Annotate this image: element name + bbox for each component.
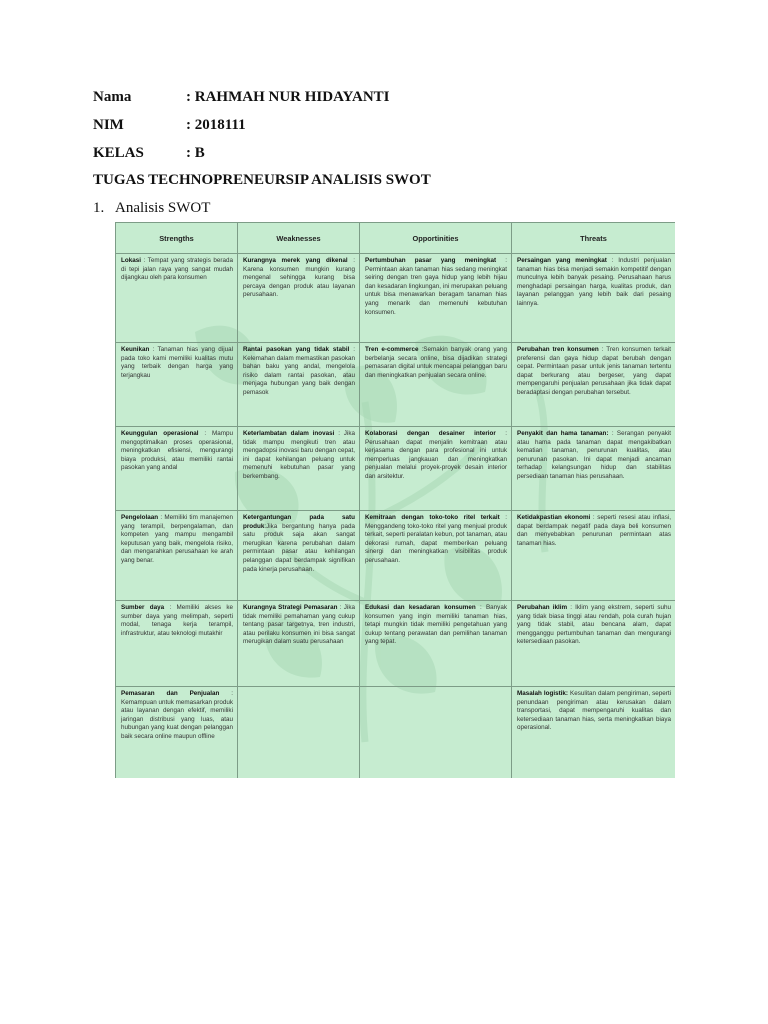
threat-cell xyxy=(512,687,676,779)
opportunity-cell xyxy=(360,511,512,601)
cell-term: Sumber daya xyxy=(121,604,165,611)
cell-term: Pemasaran dan Penjualan xyxy=(121,690,220,697)
opportunity-cell xyxy=(360,687,512,779)
header-threats: Threats xyxy=(512,223,676,254)
strength-cell xyxy=(116,511,238,601)
threat-cell xyxy=(512,601,676,687)
strength-cell xyxy=(116,343,238,427)
strength-cell xyxy=(116,601,238,687)
threat-cell xyxy=(512,511,676,601)
cell-desc: :Semakin banyak orang yang berbelanja secara online, bisa dijadikan strategi pemasaran digital untuk mencapai pelanggan baru dan meningkatkan penjualan secara online. xyxy=(365,346,508,379)
cell-term: Perubahan iklim xyxy=(517,604,568,611)
cell-desc: : Iklim yang ekstrem, seperti suhu yang tidak biasa tinggi atau rendah, pola curah hujan yang tidak stabil, atau bencana alam, dapat mengganggu pertumbuhan tanaman dan mengurangi ketersediaan pasokan. xyxy=(517,604,671,646)
cell-term: Lokasi xyxy=(121,257,141,264)
cell-desc: : Industri penjualan tanaman hias bisa menjadi semakin kompetitif dengan munculnya lebih banyak pesaing. Perusahaan harus menghadapi persaingan harga, kualitas produk, dan layanan pelanggan yang lebih baik dari pesaing lainnya. xyxy=(517,257,671,307)
cell-term: Rantai pasokan yang tidak stabil xyxy=(243,346,350,353)
name-label: Nama xyxy=(93,89,132,105)
table-row xyxy=(116,254,676,343)
weakness-cell xyxy=(238,687,360,779)
cell-term: Ketergantungan pada satu produk xyxy=(243,514,355,530)
kelas-value: : B xyxy=(186,145,205,161)
cell-term: Masalah logistik: xyxy=(517,690,569,697)
cell-desc: : Jika tidak mampu mengikuti tren atau mengadopsi inovasi baru dengan cepat, ini dapat kehilangan peluang untuk memenuhi kebutuhan pasar yang berkembang. xyxy=(243,430,355,480)
swot-header-row xyxy=(116,223,676,254)
cell-desc: : Memiliki akses ke sumber daya yang melimpah, seperti modal, tenaga kerja terampil, infrastruktur, atau teknologi mutakhir xyxy=(121,604,233,637)
opportunity-cell xyxy=(360,427,512,511)
swot-table xyxy=(115,222,675,778)
section-number: 1. xyxy=(93,200,105,216)
cell-desc: Kesulitan dalam pengiriman, seperti penundaan pengiriman atau kerusakan dalam transportasi, dapat mempengaruhi kualitas dan ketersediaan tanaman hias, serta meningkatkan biaya operasional. xyxy=(517,690,671,732)
weakness-cell xyxy=(238,343,360,427)
strength-cell xyxy=(116,687,238,779)
cell-desc: : Mampu mengoptimalkan proses operasional, meningkatkan efisiensi, mengurangi biaya produksi, atau memiliki rantai pasokan yang andal xyxy=(121,430,233,472)
name-value: : RAHMAH NUR HIDAYANTI xyxy=(186,89,390,105)
table-row xyxy=(116,687,676,779)
header-weaknesses: Weaknesses xyxy=(238,223,360,254)
cell-desc: : Permintaan akan tanaman hias sedang meningkat seiring dengan tren gaya hidup yang lebih hijau dan kesadaran lingkungan, ini merupakan peluang untuk bisa menawarkan beragam tanaman hias yang menarik dan memenuhi kebutuhan konsumen. xyxy=(365,257,507,316)
cell-term: Perubahan tren konsumen xyxy=(517,346,599,353)
cell-term: Keunggulan operasional xyxy=(121,430,199,437)
cell-desc: : Perusahaan dapat menjalin kemitraan atau kerjasama dengan para profesional ini untuk memperluas jangkauan dan meningkatkan penjualan melalui proyek-proyek desain interior dan arsitektur. xyxy=(365,430,507,480)
cell-desc: : Kelemahan dalam memastikan pasokan bahan baku yang andal, mengelola risiko dalam rantai pasokan, atau menjaga hubungan yang baik dengan pemasok xyxy=(243,346,356,396)
cell-desc: :Jika bergantung hanya pada satu produk saja akan sangat merugikan karena perubahan dalam permintaan pasar atau kehilangan pelanggan dapat berdampak signifikan pada kinerja perusahaan. xyxy=(243,522,355,573)
cell-desc: : Memiliki tim manajemen yang terampil, berpengalaman, dan kompeten yang mampu mengambil keputusan yang baik, mengelola risiko, dan mengarahkan perusahaan ke arah yang benar. xyxy=(121,514,233,564)
cell-term: Kemitraan dengan toko-toko ritel terkait xyxy=(365,514,500,521)
cell-term: Ketidakpastian ekonomi xyxy=(517,514,591,521)
cell-desc: : Tempat yang strategis berada di tepi jalan raya yang sangat mudah dijangkau oleh para konsumen xyxy=(121,257,233,282)
swot-table-container xyxy=(115,222,675,778)
section-title: Analisis SWOT xyxy=(115,200,211,216)
kelas-line xyxy=(93,144,205,162)
kelas-label: KELAS xyxy=(93,145,144,161)
cell-desc: : Tren konsumen terkait preferensi dan gaya hidup dapat berubah dengan cepat. Permintaan pasar untuk jenis tanaman tertentu dapat berkurang atau bergeser, yang dapat mempengaruhi penjualan perusahaan jika tidak dapat beradaptasi dengan perubahan tersebut. xyxy=(517,346,672,396)
threat-cell xyxy=(512,254,676,343)
header-strengths: Strengths xyxy=(116,223,238,254)
cell-term: Kurangnya Strategi Pemasaran xyxy=(243,604,338,611)
cell-desc: : Jika tidak memiliki pemahaman yang cukup tentang pasar targetnya, tren industri, atau perilaku konsumen ini bisa sangat merugikan dalam suatu perusahaan xyxy=(243,604,355,646)
table-row xyxy=(116,511,676,601)
cell-term: Tren e-commerce xyxy=(365,346,419,353)
cell-term: Penyakit dan hama tanaman: xyxy=(517,430,609,437)
cell-desc: : Menggandeng toko-toko ritel yang menjual produk terkait, seperti peralatan kebun, pot tanaman, atau dekorasi rumah, dapat memberikan peluang sinergi dan meningkatkan visibilitas produk perusahaan. xyxy=(365,514,508,564)
cell-term: Pertumbuhan pasar yang meningkat xyxy=(365,257,497,264)
nim-value: : 2018111 xyxy=(186,117,246,133)
opportunity-cell xyxy=(360,254,512,343)
task-title: TUGAS TECHNOPRENEURSIP ANALISIS SWOT xyxy=(93,172,431,188)
weakness-cell xyxy=(238,427,360,511)
table-row xyxy=(116,601,676,687)
name-line xyxy=(93,88,390,106)
cell-term: Keterlambatan dalam inovasi xyxy=(243,430,335,437)
cell-term: Edukasi dan kesadaran konsumen xyxy=(365,604,476,611)
cell-desc: : Banyak konsumen yang ingin memiliki tanaman hias, tetapi mungkin tidak memiliki pengetahuan yang cukup tentang perawatan dan pemilihan tanaman yang tepat. xyxy=(365,604,507,646)
nim-label: NIM xyxy=(93,117,124,133)
weakness-cell xyxy=(238,254,360,343)
cell-desc: : Karena konsumen mungkin kurang mengenal sehingga kurang bisa percaya dengan produk atau layanan perusahaan. xyxy=(243,257,356,299)
cell-term: Persaingan yang meningkat xyxy=(517,257,607,264)
threat-cell xyxy=(512,427,676,511)
cell-desc: : Kemampuan untuk memasarkan produk atau layanan dengan efektif, memiliki jaringan distribusi yang luas, atau hubungan yang kuat dengan pelanggan baik secara online maupun offline xyxy=(121,690,234,740)
cell-term: Kolaborasi dengan desainer interior xyxy=(365,430,496,437)
nim-line xyxy=(93,116,246,134)
cell-desc: : Serangan penyakit atau hama pada tanaman dapat mengakibatkan kematian tanaman, penurunan kualitas, atau penurunan pasokan. Ini dapat menjadi ancaman terhadap kelangsungan hidup dan stabilitas persediaan tanaman hias perusahaan. xyxy=(517,430,671,480)
opportunity-cell xyxy=(360,343,512,427)
opportunity-cell xyxy=(360,601,512,687)
table-row xyxy=(116,343,676,427)
cell-desc: : seperti resesi atau inflasi, dapat berdampak negatif pada daya beli konsumen dan menyebabkan penurunan permintaan atas tanaman hias. xyxy=(517,514,671,547)
cell-term: Kurangnya merek yang dikenal xyxy=(243,257,348,264)
weakness-cell xyxy=(238,511,360,601)
section-heading xyxy=(93,200,210,217)
threat-cell xyxy=(512,343,676,427)
strength-cell xyxy=(116,427,238,511)
cell-desc: : Tanaman hias yang dijual pada toko kami memiliki kualitas mutu yang terbaik dengan harga yang terjangkau xyxy=(121,346,233,379)
header-opportunities: Opportinities xyxy=(360,223,512,254)
weakness-cell xyxy=(238,601,360,687)
cell-term: Keunikan xyxy=(121,346,150,353)
strength-cell xyxy=(116,254,238,343)
table-row xyxy=(116,427,676,511)
cell-term: Pengelolaan xyxy=(121,514,159,521)
